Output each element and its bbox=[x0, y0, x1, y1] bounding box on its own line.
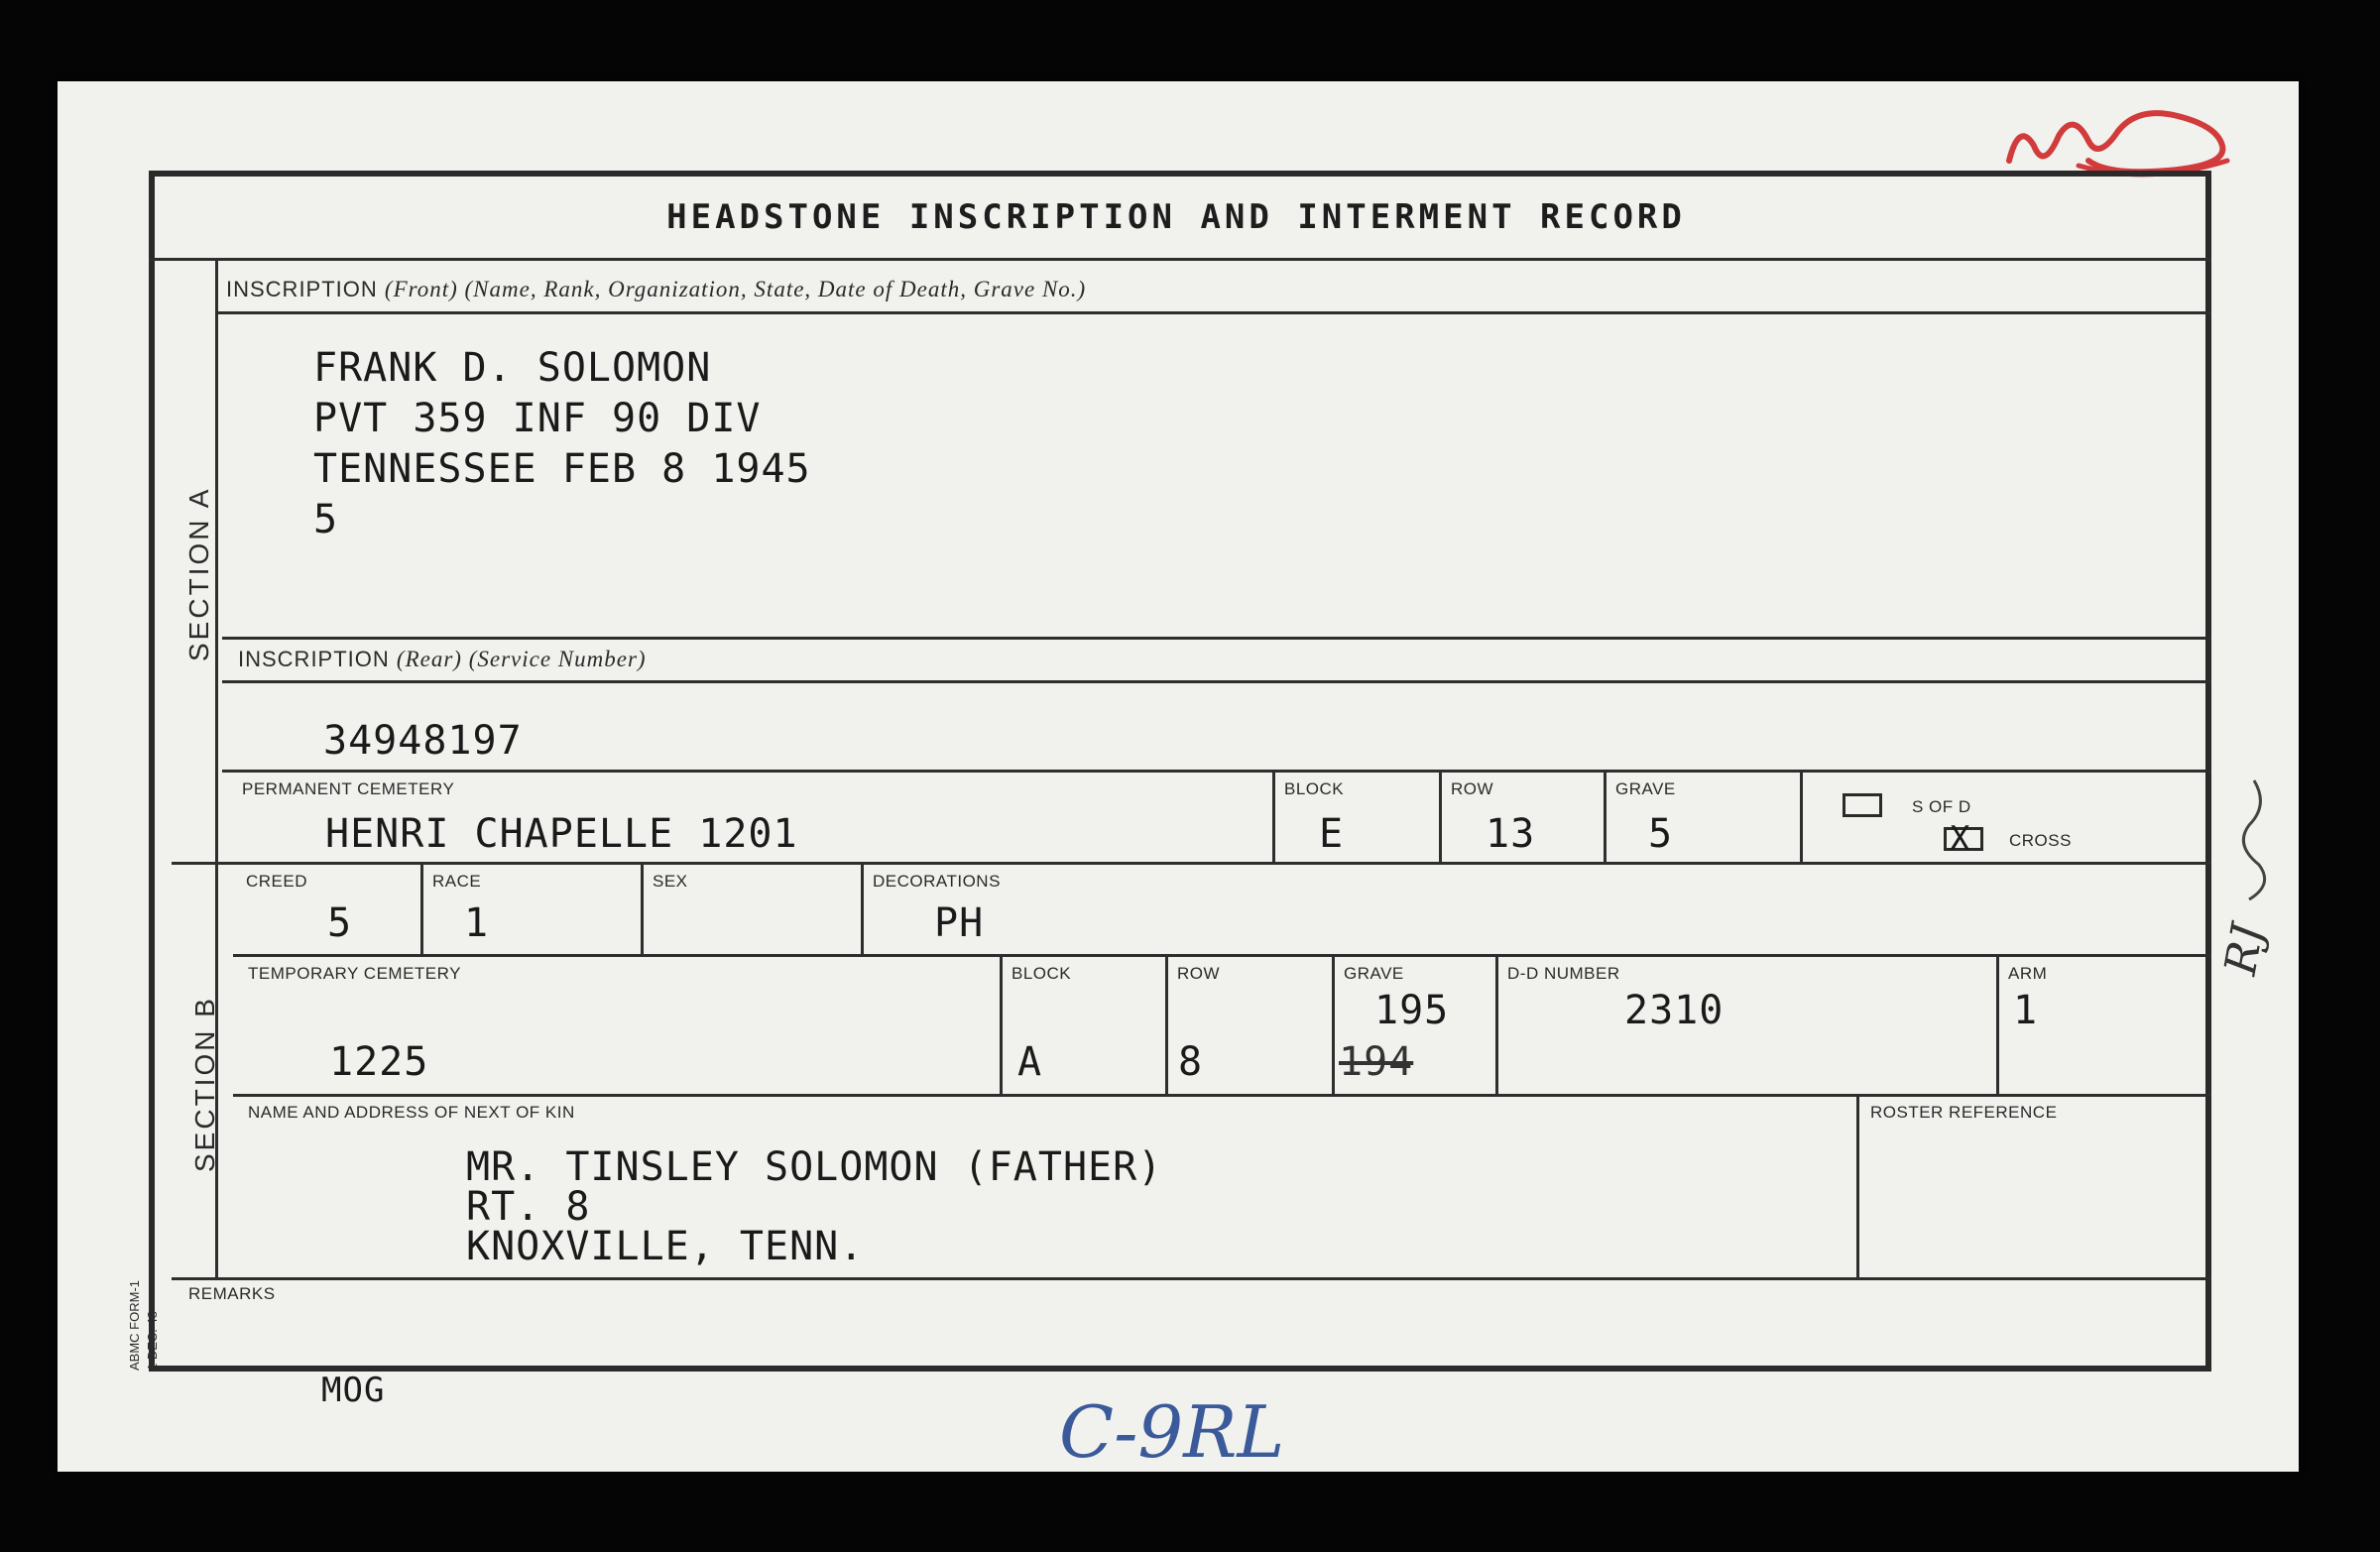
handwritten-code: C-9RL bbox=[1059, 1390, 1285, 1474]
dd-number-label: D-D NUMBER bbox=[1507, 964, 1620, 983]
divider-vert-roster bbox=[1856, 1094, 1859, 1277]
next-of-kin-line-2: RT. 8 bbox=[466, 1184, 591, 1230]
decorations-label: DECORATIONS bbox=[873, 872, 1001, 891]
dd-number-value: 2310 bbox=[1624, 988, 1725, 1033]
divider-vert-dd bbox=[1495, 954, 1498, 1094]
creed-value: 5 bbox=[327, 900, 353, 946]
divider-personal bbox=[233, 954, 2211, 957]
remarks-below: MOG bbox=[321, 1371, 386, 1410]
divider-vert-temp-grave bbox=[1332, 954, 1335, 1094]
divider-vert-temp-block bbox=[1000, 954, 1003, 1094]
divider-vert-sex bbox=[641, 862, 644, 954]
temporary-row-label: ROW bbox=[1177, 964, 1221, 983]
divider-title bbox=[149, 258, 2211, 261]
remarks-label: REMARKS bbox=[188, 1284, 276, 1303]
permanent-cemetery-label: PERMANENT CEMETERY bbox=[242, 779, 455, 798]
divider-front-label bbox=[215, 311, 2211, 314]
permanent-grave-value: 5 bbox=[1648, 811, 1674, 857]
inscription-front-label: INSCRIPTION (Front) (Name, Rank, Organization, State, Date of Death, Grave No.) bbox=[226, 277, 1087, 301]
next-of-kin-label: NAME AND ADDRESS OF NEXT OF KIN bbox=[248, 1103, 575, 1122]
section-b-label: SECTION B bbox=[189, 996, 220, 1172]
record-card bbox=[58, 81, 2299, 1472]
divider-vert-row bbox=[1439, 770, 1442, 862]
form-title: HEADSTONE INSCRIPTION AND INTERMENT RECORD bbox=[666, 197, 1686, 237]
form-id: ABMC FORM-1 bbox=[127, 1280, 142, 1371]
race-value: 1 bbox=[464, 900, 490, 946]
race-label: RACE bbox=[432, 872, 482, 891]
form-date: 1 DEC. 48 bbox=[145, 1311, 160, 1371]
sex-label: SEX bbox=[653, 872, 688, 891]
permanent-block-value: E bbox=[1319, 811, 1345, 857]
permanent-row-label: ROW bbox=[1451, 779, 1494, 798]
temporary-cemetery-value: 1225 bbox=[329, 1039, 429, 1085]
inscription-line-unit: PVT 359 INF 90 DIV bbox=[313, 396, 762, 441]
permanent-row-value: 13 bbox=[1486, 811, 1536, 857]
creed-label: CREED bbox=[246, 872, 308, 891]
cross-label: CROSS bbox=[2009, 831, 2072, 850]
temporary-cemetery-label: TEMPORARY CEMETERY bbox=[248, 964, 461, 983]
temporary-row-value: 8 bbox=[1178, 1039, 1204, 1085]
cross-mark: X bbox=[1950, 819, 1971, 859]
inscription-line-name: FRANK D. SOLOMON bbox=[313, 345, 712, 391]
inscription-rear-label: INSCRIPTION (Rear) (Service Number) bbox=[238, 647, 647, 671]
divider-vert-decorations bbox=[861, 862, 864, 954]
temporary-grave-value: 195 bbox=[1374, 988, 1450, 1033]
divider-section-a-mid bbox=[222, 637, 2211, 640]
inscription-line-grave: 5 bbox=[313, 497, 339, 542]
next-of-kin-line-3: KNOXVILLE, TENN. bbox=[466, 1224, 865, 1269]
inscription-line-state-date: TENNESSEE FEB 8 1945 bbox=[313, 446, 811, 492]
divider-rear-label bbox=[222, 680, 2211, 683]
temporary-block-value: A bbox=[1017, 1039, 1043, 1085]
arm-label: ARM bbox=[2008, 964, 2048, 983]
divider-vert-race bbox=[420, 862, 423, 954]
divider-vert-temp-row bbox=[1165, 954, 1168, 1094]
temporary-grave-label: GRAVE bbox=[1344, 964, 1404, 983]
temporary-grave-struck: 194 bbox=[1339, 1039, 1414, 1085]
decorations-value: PH bbox=[934, 900, 985, 946]
divider-vert-arm bbox=[1996, 954, 1999, 1094]
permanent-block-label: BLOCK bbox=[1284, 779, 1345, 798]
sofd-label: S OF D bbox=[1912, 797, 1971, 816]
divider-vert-block bbox=[1272, 770, 1275, 862]
divider-vert-grave bbox=[1604, 770, 1606, 862]
service-number: 34948197 bbox=[323, 718, 523, 764]
side-scribble bbox=[2229, 776, 2279, 904]
divider-permanent bbox=[222, 770, 2211, 773]
temporary-block-label: BLOCK bbox=[1012, 964, 1072, 983]
arm-value: 1 bbox=[2013, 988, 2039, 1033]
handwritten-initials: RJ bbox=[2214, 920, 2274, 979]
permanent-cemetery-value: HENRI CHAPELLE 1201 bbox=[325, 811, 798, 857]
section-a-label: SECTION A bbox=[183, 486, 214, 661]
permanent-grave-label: GRAVE bbox=[1615, 779, 1676, 798]
sofd-checkbox[interactable] bbox=[1843, 793, 1882, 817]
divider-section-b bbox=[172, 862, 2211, 865]
roster-reference-label: ROSTER REFERENCE bbox=[1870, 1103, 2058, 1122]
divider-remarks bbox=[172, 1277, 2211, 1280]
next-of-kin-line-1: MR. TINSLEY SOLOMON (FATHER) bbox=[466, 1144, 1163, 1190]
divider-vert-marker bbox=[1800, 770, 1803, 862]
divider-temporary bbox=[233, 1094, 2211, 1097]
